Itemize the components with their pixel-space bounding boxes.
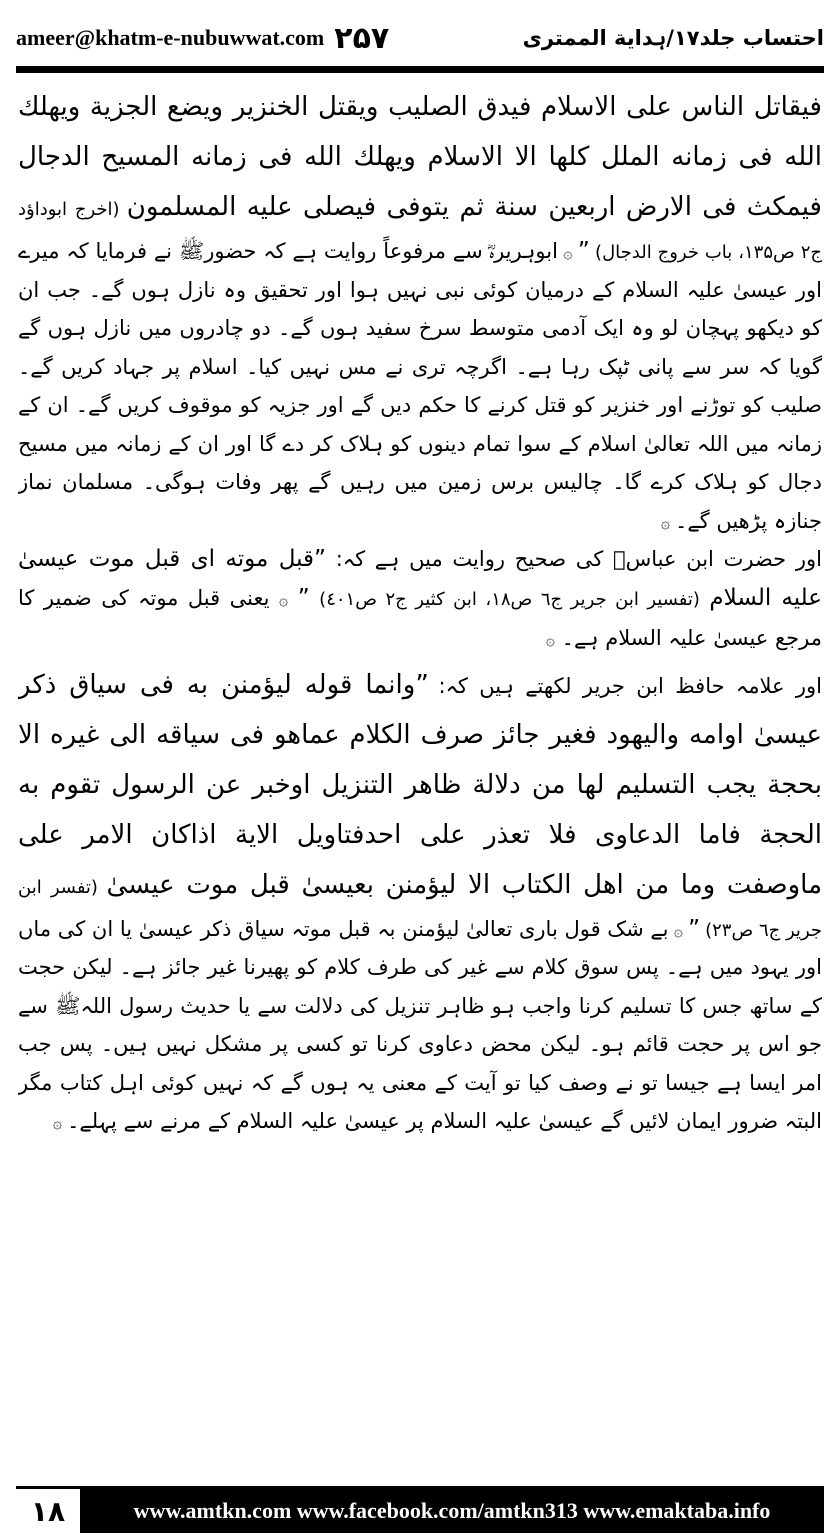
- paragraph-abu-dawud-hadith: [18, 82, 822, 540]
- urdu-intro: اور علامہ حافظ ابن جریر لکھتے ہیں کہ:: [438, 673, 822, 698]
- citation-tafsir-ibn-jarir: (تفسر ابن جرير ج٦ ص٢٣): [18, 876, 822, 941]
- closing-quote: ”: [297, 584, 310, 611]
- paragraph-ibn-jarir: [18, 660, 822, 1141]
- urdu-translation: بے شک قول باری تعالیٰ لیؤمنن بہ قبل موتہ سیاق ذکر عیسیٰ یا ان کی ماں اور یہود میں ہے۔ پس سوق کلام سے غیر کی طرف کلام کو پھیرنا غیر جائز ہے۔ لیکن حجت کے ساتھ جس کا تسلیم کرنا واجب ہو ظاہر تنزیل کی دلالت سے یا حدیث رسول اللہﷺ سے جو اس پر حجت قائم ہو۔ لیکن محض دعاوی کرنا تو کسی پر مشکل نہیں ہیں۔ پس جب امر ایسا ہے جیسا تو نے وصف کیا تو آیت کے معنی یہ ہوں گے کہ نہیں کوئی اہل کتاب مگر البتہ ضرور ایمان لائیں گے عیسیٰ علیہ السلام پر عیسیٰ علیہ السلام کے مرنے سے پہلے۔: [18, 916, 822, 1133]
- citation-ibn-jarir-ibn-kathir: (تفسير ابن جرير ج٦ ص١٨، ابن كثير ج٢ ص٤٠١): [319, 588, 700, 610]
- header-email: ameer@khatm-e-nubuwwat.com: [16, 25, 325, 50]
- closing-quote: ”: [577, 238, 590, 264]
- ornament-icon: ۞: [673, 920, 683, 940]
- urdu-intro: اور حضرت ابن عباسؓ کی صحیح روایت میں ہے کہ:: [335, 547, 822, 571]
- arabic-hadith-text: فيقاتل الناس على الاسلام فيدق الصليب ويقتل الخنزير ويضع الجزية ويهلك الله فى زمانه الملل كلها الا الاسلام ويهلك الله فى زمانه المسيح الدجال فيمكث فى الارض اربعين سنة ثم يتوفى فيصلى عليه المسلمون: [18, 92, 822, 222]
- page-header: [16, 14, 824, 62]
- book-title: احتساب جلد۱۷/ہدایة الممتری: [522, 26, 824, 50]
- footer-page-number: ۱۸: [16, 1489, 80, 1533]
- page-footer: [16, 1486, 824, 1533]
- urdu-translation: یعنی قبل موتہ کی ضمیر کا مرجع عیسیٰ علیہ السلام ہے۔: [18, 585, 822, 650]
- page-body: [18, 82, 822, 1477]
- header-left: [16, 21, 389, 56]
- paragraph-ibn-abbas: [18, 540, 822, 660]
- closing-quote: ”: [688, 915, 701, 942]
- header-rule: [16, 66, 824, 73]
- ornament-icon: ۞: [660, 512, 670, 532]
- urdu-translation: ابوہریرہؓ سے مرفوعاً روایت ہے کہ حضورﷺ نے فرمایا کہ میرے اور عیسیٰ علیہ السلام کے درمیان کوئی نبی نہیں ہوا اور تحقیق وہ نازل ہوں گے۔ جب ان کو دیکھو پہچان لو وہ ایک آدمی متوسط سرخ سفید ہوں گے۔ دو چادروں میں نازل ہوں گے گویا کہ سر سے پانی ٹپک رہا ہے۔ اگرچہ تری نے مس نہیں کیا۔ اسلام پر جہاد کریں گے۔ صلیب کو توڑنے اور خنزیر کو قتل کرنے کا حکم دیں گے اور جزیہ کو موقوف کریں گے۔ ان کے زمانہ میں اللہ تعالیٰ اسلام کے سوا تمام دینوں کو ہلاک کر دے گا اور ان کے زمانہ میں مسیح دجال کو ہلاک کرے گا۔ چالیس برس زمین میں رہیں گے پھر وفات ہوگی۔ مسلمان نماز جنازہ پڑھیں گے۔: [18, 239, 822, 533]
- footer-links: www.amtkn.com www.facebook.com/amtkn313 www.emaktaba.info: [80, 1489, 824, 1533]
- arabic-tafsir-text: ”وانما قوله ليؤمنن به فى سياق ذكر عيسىٰ اوامه واليهود فغير جائز صرف الكلام عماهو فى سياقه الى غيره الا بحجة يجب التسليم لها من دلالة ظاهر التنزيل اوخبر عن الرسول تقوم به الحجة فاما الدعاوى فلا تعذر على احدفتاويل الاية اذاكان الامر على ماوصفت وما من اهل الكتاب الا ليؤمنن بعيسىٰ قبل موت عيسىٰ: [18, 669, 822, 900]
- ornament-icon: ۞: [278, 589, 289, 609]
- header-page-number: ۲۵۷: [334, 20, 390, 56]
- ornament-icon: ۞: [52, 1113, 62, 1132]
- ornament-icon: ۞: [563, 243, 573, 262]
- ornament-icon: ۞: [545, 630, 555, 649]
- arabic-quote: ”قبل موته اى قبل موت عيسىٰ عليه السلام: [18, 546, 822, 611]
- citation-abu-dawud: (اخرج ابوداؤد ج۲ ص۱۳۵، باب خروج الدجال): [18, 199, 822, 263]
